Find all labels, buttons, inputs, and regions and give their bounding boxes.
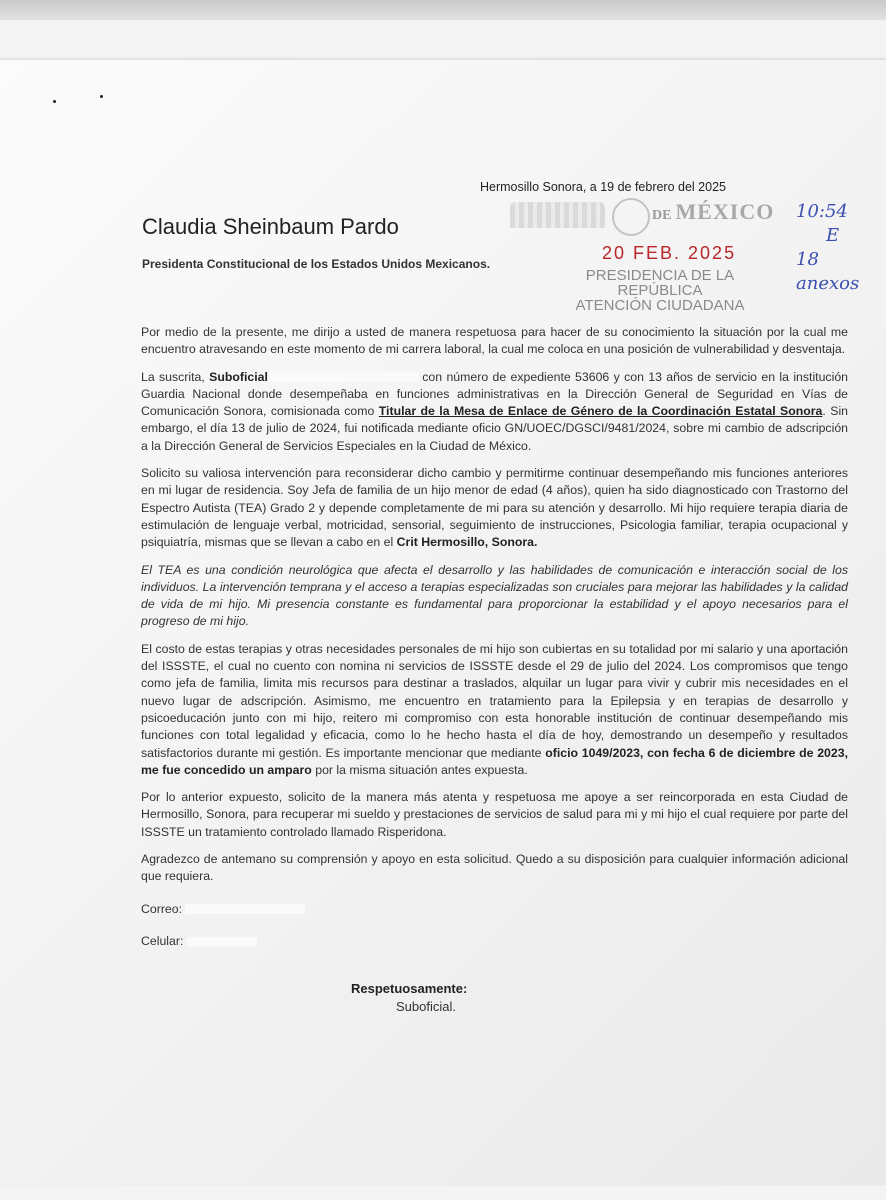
handwritten-word: anexos: [796, 273, 860, 294]
stamp-seal-icon: [612, 198, 650, 236]
paragraph-thanks: Agradezco de antemano su comprensión y apoyo en esta solicitud. Quedo a su disposición para cualquier información adicional que requiera.: [141, 852, 848, 884]
closing: Respetuosamente:: [351, 981, 468, 997]
viewer-top-bar: [0, 0, 886, 20]
recipient-title: Presidenta Constitucional de los Estados Unidos Mexicanos.: [142, 257, 491, 271]
received-date-stamp: 20 FEB. 2025: [602, 243, 737, 263]
speck: [100, 95, 103, 98]
paragraph-identity: [141, 369, 848, 455]
paragraph-tea: El TEA es una condición neurológica que afecta el desarrollo y las habilidades de comunicación e interacción social de los individuos. La intervención temprana y el acceso a terapias especializadas son cruciales para mejorar las habilidades y la calidad de vida de mi hijo. Mi presencia constante es fundamental para proporcionar la estabilidad y el apoyo necesarios para el progreso de mi hijo.: [141, 562, 848, 629]
phone-label: Celular:: [141, 933, 184, 948]
speck: [53, 100, 56, 103]
date-line: Hermosillo Sonora, a 19 de febrero del 2025: [480, 180, 726, 194]
stamp-crowd-graphic: [510, 202, 605, 228]
paragraph-costs: [141, 641, 848, 779]
email-label: Correo:: [141, 901, 183, 916]
position-underlined: Titular de la Mesa de Enlace de Género de la Coordinación Estatal Sonora: [378, 404, 823, 419]
office-stamp-line1: PRESIDENCIA DE LA: [585, 267, 735, 284]
handwritten-count: 18: [796, 249, 819, 270]
letter-body: [141, 324, 848, 1016]
redacted-name: [268, 372, 418, 382]
office-stamp-line3: ATENCIÓN CIUDADANA: [575, 297, 745, 314]
email-line: [141, 901, 848, 918]
redacted-phone: [187, 937, 257, 947]
text-segment: con número de expediente 53606 y con 13 años de servicio en la institución Guardia Nacional donde desempeñaba en funciones administrativas en la Dirección General de Seguridad en Vías de Comunicación Sonora, comisionada como: [141, 369, 848, 419]
text-segment: La suscrita,: [141, 369, 210, 384]
text-segment: por la misma situación antes expuesta.: [311, 762, 528, 777]
stamp-gov-de: DE: [652, 208, 672, 223]
paragraph-request: [141, 465, 848, 551]
office-stamp-line2: REPÚBLICA: [617, 282, 703, 299]
handwritten-note: [796, 200, 882, 296]
office-stamp: [575, 268, 745, 313]
recipient-name: Claudia Sheinbaum Pardo: [142, 214, 399, 239]
text-segment: . Sin embargo, el día 13 de julio de 2024, fui notificada mediante oficio GN/UOEC/DGSCI/9481/2024, sobre mi cambio de adscripción a la Dirección General de Servicios Especiales en la Ciudad de México.: [141, 404, 849, 453]
closing-block: [141, 980, 848, 1016]
text-segment: El costo de estas terapias y otras necesidades personales de mi hijo son cubiertas en su totalidad por mi salario y una aportación del ISSSTE, el cual no cuento con nomina ni servicios de ISSSTE desde el 29 de julio del 2024. Los compromisos que tengo como jefa de familia, limita mis recursos para destinar a traslados, alquilar un lugar para vivir y cubrir mis necesidades en el nuevo lugar de adscripción. Asimismo, me encuentro en tratamiento para la Epilepsia y en terapias de desarrollo y psicoeducación junto con mi hijo, reitero mi compromiso con esta honorable institución de continuar desempeñando mis funciones con total legalidad y eficacia, como lo he hecho hasta el día de hoy, demostrando un desempeño y resultados satisfactorios durante mi gestión. Es importante mencionar que mediante: [141, 641, 848, 760]
text-segment: Solicito su valiosa intervención para reconsiderar dicho cambio y permitirme continuar desempeñando mis funciones anteriores en mi lugar de residencia. Soy Jefa de familia de un hijo menor de edad (4 años), quien ha sido diagnosticado con Trastorno del Espectro Autista (TEA) Grado 2 y depende completamente de mi para su atención y desarrollo. Mi hijo requiere terapia diaria de estimulación de lenguaje verbal, motricidad, sensorial, seguimiento de instrucciones, Psicologia familiar, terapia ocupacional y psiquiatría, mismas que se llevan a cabo en el: [141, 466, 848, 550]
amparo-bold: oficio 1049/2023, con fecha 6 de diciembre de 2023, me fue concedido un amparo: [141, 745, 848, 777]
paragraph-intro: Por medio de la presente, me dirijo a usted de manera respetuosa para hacer de su conocimiento la situación por la cual me encuentro atravesando en este momento de mi carrera laboral, la cual me coloca en una posición de vulnerabilidad y desventaja.: [141, 325, 848, 357]
stamp-gov: [652, 200, 774, 228]
phone-line: [141, 933, 848, 950]
signature-rank: Suboficial.: [396, 999, 456, 1015]
paragraph-conclusion: Por lo anterior expuesto, solicito de la manera más atenta y respetuosa me apoye a ser reincorporada en esta Ciudad de Hermosillo, Sonora, para recuperar mi sueldo y prestaciones de servicios de salud para mi y mi hijo el cual requiere por parte del ISSSTE un tratamiento controlado llamado Risperidona.: [141, 790, 848, 839]
crit-bold: Crit Hermosillo, Sonora.: [396, 535, 538, 550]
handwritten-letter: E: [826, 225, 840, 246]
stamp-gov-mexico: MÉXICO: [675, 199, 775, 224]
redacted-email: [185, 904, 305, 914]
rank-bold: Suboficial: [209, 369, 268, 384]
handwritten-time: 10:54: [796, 201, 848, 222]
